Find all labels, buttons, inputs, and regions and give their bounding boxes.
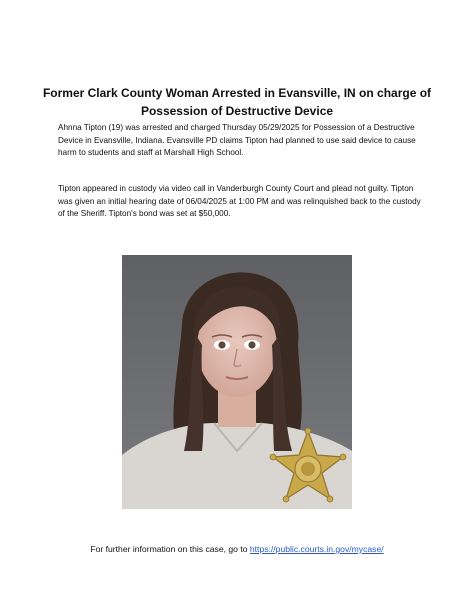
paragraph-arrest: Ahnna Tipton (19) was arrested and charged Thursday 05/29/2025 for Possession of a Destructive Device in Evansville, Indiana. Evansville PD claims Tipton had planned to use said device to cause harm to students and staff at Marshall High School. [58,123,416,158]
footer-text: For further information on this case, go to [90,544,250,554]
footer-line [40,543,434,555]
mugshot-photo [122,255,352,509]
document-title: Former Clark County Woman Arrested in Evansville, IN on charge of Possession of Destructive Device [42,86,432,118]
case-link[interactable]: https://public.courts.in.gov/mycase/ [249,544,384,554]
paragraph-court: Tipton appeared in custody via video call in Vanderburgh County Court and plead not guilty. Tipton was given an initial hearing date of 06/04/2025 at 1:00 PM and was relinquished back to the custody of the Sheriff. Tipton's bond was set at $50,000. [58,184,421,219]
